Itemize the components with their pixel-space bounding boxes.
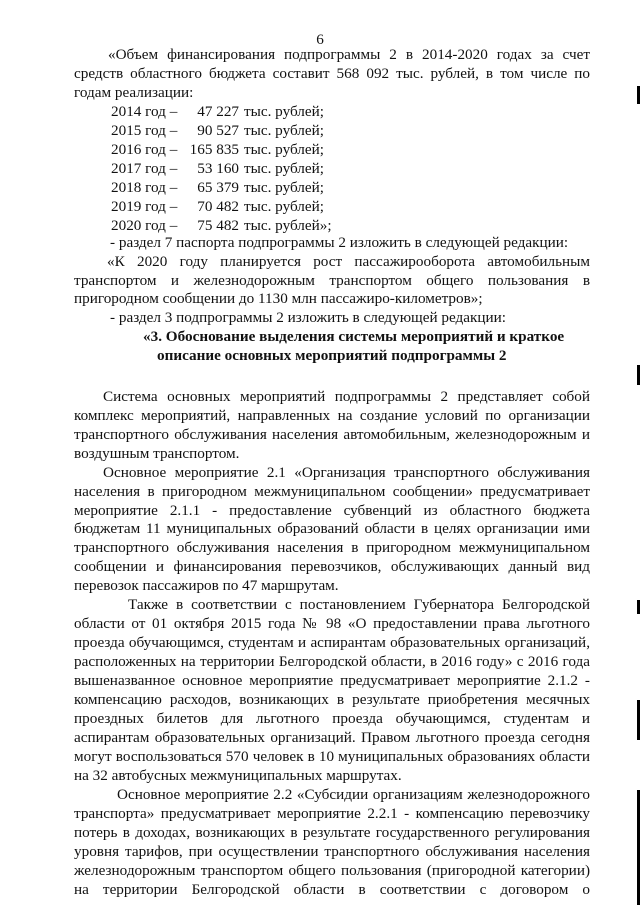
year-unit: тыс. рублей; <box>244 141 324 158</box>
year-amount: 75 482 <box>197 217 239 234</box>
paragraph-line: Система основных мероприятий подпрограммы 2 представляет собой <box>103 388 590 405</box>
year-label: 2020 год – <box>111 217 178 234</box>
year-label: 2017 год – <box>111 160 178 177</box>
year-unit: тыс. рублей»; <box>244 217 332 234</box>
year-label: 2016 год – <box>111 141 178 158</box>
paragraph-line: потерь в доходах, возникающих в результате государственного регулирования <box>74 824 590 841</box>
year-row <box>111 103 324 121</box>
year-label: 2018 год – <box>111 179 178 196</box>
paragraph-line: перевозок пассажиров по 47 маршрутам. <box>74 577 339 594</box>
intro-line: средств областного бюджета составит 568 092 тыс. рублей, в том числе по <box>74 65 590 82</box>
year-amount: 47 227 <box>197 103 239 120</box>
year-amount: 165 835 <box>189 141 239 158</box>
year-label: 2019 год – <box>111 198 178 215</box>
paragraph-line: могут воспользоваться 570 человек в 10 муниципальных образованиях области <box>74 748 590 765</box>
quote-line: «К 2020 году планируется рост пассажирооборота автомобильным <box>107 253 590 270</box>
intro-line: «Объем финансирования подпрограммы 2 в 2014-2020 годах за счет <box>108 46 590 63</box>
paragraph-line: на 32 автобусных межмуниципальных маршрутах. <box>74 767 402 784</box>
paragraph-line: Основное мероприятие 2.2 «Субсидии организациям железнодорожного <box>117 786 590 803</box>
paragraph-line: населения в пригородном межмуниципальном сообщении» предусматривает <box>74 483 590 500</box>
year-label: 2015 год – <box>111 122 178 139</box>
year-row <box>111 160 324 178</box>
paragraph-line: сообщении и финансирования перевозчиков, обслуживающих данный вид <box>74 558 590 575</box>
year-unit: тыс. рублей; <box>244 160 324 177</box>
paragraph-line: на территории Белгородской области в соответствии с договором о <box>74 881 590 898</box>
paragraph-line: расположенных на территории Белгородской области, в 2016 году» с 2016 года <box>74 653 590 670</box>
paragraph-line: транспортного обслуживания населения в пригородном межмуниципальном <box>74 539 590 556</box>
paragraph-line: вышеназванное основное мероприятие предусматривает мероприятие 2.1.2 - <box>74 672 590 689</box>
paragraph-line: транспорта» предусматривает мероприятие 2.2.1 - компенсацию перевозчику <box>74 805 590 822</box>
paragraph-line: бюджетам 11 муниципальных образований области в целях организации ими <box>74 520 590 537</box>
quote-line: пригородном сообщении до 1130 млн пассажиро-километров»; <box>74 290 483 307</box>
paragraph-line: мероприятие 2.1.1 - предоставление субвенций из областного бюджета <box>74 502 590 519</box>
year-amount: 90 527 <box>197 122 239 139</box>
paragraph-line: транспортного обслуживания населения автомобильным, железнодорожным и <box>74 426 590 443</box>
year-row <box>111 122 324 140</box>
year-amount: 53 160 <box>197 160 239 177</box>
section-heading: описание основных мероприятий подпрограммы 2 <box>157 347 507 364</box>
intro-line: годам реализации: <box>74 84 194 101</box>
paragraph-line: области от 01 октября 2015 года № 98 «О предоставлении права льготного <box>74 615 590 632</box>
year-unit: тыс. рублей; <box>244 103 324 120</box>
paragraph-line: проезда обучающимся, студентам и аспирантам образовательных организаций, <box>74 634 590 651</box>
paragraph-line: железнодорожным транспортом общего пользования (пригородной категории) <box>74 862 590 879</box>
year-unit: тыс. рублей; <box>244 122 324 139</box>
year-unit: тыс. рублей; <box>244 179 324 196</box>
year-amount: 65 379 <box>197 179 239 196</box>
paragraph-line: воздушным транспортом. <box>74 445 240 462</box>
paragraph-line: Основное мероприятие 2.1 «Организация транспортного обслуживания <box>103 464 590 481</box>
paragraph-line: Также в соответствии с постановлением Губернатора Белгородской <box>128 596 590 613</box>
year-row <box>111 141 324 159</box>
section3-intro: - раздел 3 подпрограммы 2 изложить в следующей редакции: <box>110 309 506 326</box>
page-number: 6 <box>316 31 324 48</box>
paragraph-line: проездных билетов для льготного проезда обучающимся, студентам и <box>74 710 590 727</box>
paragraph-line: аспирантам образовательных организаций. Правом льготного проезда сегодня <box>74 729 590 746</box>
paragraph-line: комплекс мероприятий, направленных на создание условий по организации <box>74 407 590 424</box>
quote-line: транспортом и железнодорожным транспортом общего пользования в <box>74 272 590 289</box>
section7-intro: - раздел 7 паспорта подпрограммы 2 изложить в следующей редакции: <box>110 234 569 251</box>
year-amount: 70 482 <box>197 198 239 215</box>
paragraph-line: компенсацию расходов, возникающих в результате приобретения месячных <box>74 691 590 708</box>
year-label: 2014 год – <box>111 103 178 120</box>
year-row <box>111 198 324 216</box>
paragraph-line: уровня тарифов, при осуществлении транспортного обслуживания населения <box>74 843 590 860</box>
year-unit: тыс. рублей; <box>244 198 324 215</box>
section-heading: «3. Обоснование выделения системы мероприятий и краткое <box>143 328 565 345</box>
year-row <box>111 217 332 235</box>
year-row <box>111 179 324 197</box>
